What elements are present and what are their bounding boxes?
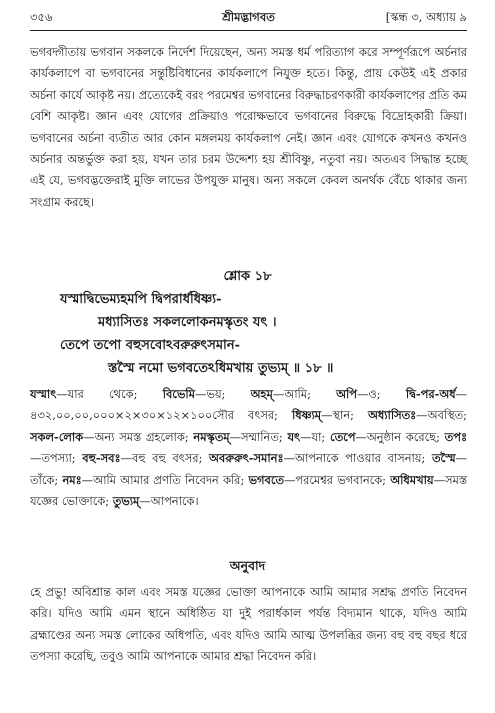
section-reference: [স্কন্ধ ৩, অধ্যায় ৯ [385, 10, 467, 24]
verse-line-3: তেপে তপো বহুসবোঽবরুরুৎসমান- [60, 338, 240, 353]
synonym-meaning: বহু বহু বৎসর; [131, 451, 203, 466]
synonym-meaning: ও; [368, 387, 381, 401]
page-number: ৩৫৬ [30, 10, 53, 24]
synonym-word: যস্মাৎ [30, 387, 57, 401]
synonym-word: ভগবতে [248, 472, 284, 487]
synonym-word: বিভেমি [162, 387, 195, 401]
synonym-word: যৎ [287, 429, 301, 444]
sanskrit-verse [60, 288, 455, 380]
verse-line-1: যস্মাদ্বিভেম্যহমপি দ্বিপরার্ধধিষ্ণ্য- [60, 292, 222, 307]
translation-paragraph: হে প্রভু! অবিশ্রান্ত কাল এবং সমস্ত যজ্ঞের ভোক্তা আপনাকে আমি আমার সশ্রদ্ধ প্রণতি নিবেদন করি। যদিও আমি এমন স্থানে অধিষ্ঠিত যা দুই পরার্ধকাল পর্যন্ত বিদ্যমান থাকে, যদিও আমি ব্রহ্মাণ্ডের অন্য সমস্ত লোকের অধিপতি, এবং যদিও আমি আত্ম উপলব্ধির জন্য বহু বহু বছর ধরে তপস্যা করেছি, তবুও আমি আপনাকে আমার শ্রদ্ধা নিবেদন করি। [30, 585, 467, 664]
synonym-word: ধিষ্ণ্যম্ [291, 408, 322, 423]
synonym-meaning: ৪৩২,০০,০০,০০০×২×৩০×১২×১০০সৌর বৎসর; [30, 408, 278, 423]
synonym-word: তপঃ [444, 429, 468, 444]
synonym-word: অধিমখায় [390, 472, 434, 487]
verse-label: শ্লোক ১৮ [223, 269, 272, 284]
header-rule [30, 30, 467, 31]
synonym-word: অবরুরুৎ-সমানঃ [209, 451, 284, 466]
synonym-word: অধ্যাসিতঃ [367, 408, 417, 423]
synonym-word: নমস্কৃতম্ [193, 429, 230, 444]
synonym-meaning: আপনাকে পাওয়ার বাসনায়; [294, 451, 426, 466]
synonym-word: নমঃ [62, 472, 82, 487]
synonym-word: তুভ্যম্ [112, 494, 140, 509]
synonym-meaning: পরমেশ্বর ভগবানকে; [295, 472, 387, 487]
synonym-word: অপি [336, 387, 358, 401]
book-title: শ্রীমদ্ভাগবত [222, 10, 275, 24]
synonym-word: তেপে [329, 429, 356, 444]
synonym-meaning: ভয়; [206, 387, 226, 401]
synonym-meaning: আপনাকে। [150, 494, 199, 509]
synonym-meaning: সমস্ত যজ্ঞের ভোক্তাকে; [30, 472, 468, 509]
synonym-meaning: অনুষ্ঠান করেছে; [366, 429, 440, 444]
purport-paragraph: ভগবদ্গীতায় ভগবান সকলকে নির্দেশ দিয়েছেন, অন্য সমস্ত ধর্ম পরিত্যাগ করে সম্পূর্ণরূপে অর্চনার কার্যকলাপে বা ভগবানের সন্তুষ্টিবিধানের কার্যকলাপে নিযুক্ত হতে। কিন্তু, প্রায় কেউই এই প্রকার অর্চনা কার্যে আকৃষ্ট নয়। প্রত্যেকেই বরং পরমেশ্বর ভগবানের বিরুদ্ধাচরণকারী কার্যকলাপের প্রতি কম বেশি আকৃষ্ট। জ্ঞান এবং যোগের প্রক্রিয়াও পরোক্ষভাবে ভগবানের বিরুদ্ধে বিদ্রোহকারী ক্রিয়া। ভগবানের অর্চনা ব্যতীত আর কোন মঙ্গলময় কার্যকলাপ নেই। জ্ঞান এবং যোগকে কখনও কখনও অর্চনার অন্তর্ভুক্ত করা হয়, যখন তার চরম উদ্দেশ্য হয় শ্রীবিষ্ণু, নতুবা নয়। অতএব সিদ্ধান্ত হচ্ছে এই যে, ভগবদ্ভক্তেরাই মুক্তি লাভের উপযুক্ত মানুষ। অন্য সকলে কেবল অনর্থক বেঁচে থাকার জন্য সংগ্রাম করছে। [30, 45, 467, 209]
translation-heading: অনুবাদ [229, 558, 266, 573]
synonym-meaning: তাঁকে; [30, 472, 59, 487]
synonym-word: সকল-লোক [30, 429, 84, 444]
synonym-word: দ্বি-পর-অর্ধ [405, 387, 456, 401]
synonym-word: তস্মৈ [431, 451, 456, 466]
synonym-meaning: স্থান; [332, 408, 354, 423]
verse-line-2: মধ্যাসিতঃ সকললোকনমস্কৃতং যৎ । [98, 315, 277, 330]
synonym-meaning: সম্মানিত; [241, 429, 283, 444]
synonym-meaning: আমি আমার প্রণতি নিবেদন করি; [93, 472, 245, 487]
synonym-meaning: যা; [311, 429, 326, 444]
synonyms-paragraph: যস্মাৎ—যার থেকে; বিভেমি—ভয়; অহম্—আমি; অপি—ও; দ্বি-পর-অর্ধ—৪৩২,০০,০০,০০০×২×৩০×১২×১০০সৌর বৎসর; ধিষ্ণ্যম্—স্থান; অধ্যাসিতঃ—অবস্থিত; সকল-লোক—অন্য সমস্ত গ্রহলোক; নমস্কৃতম্—সম্মানিত; যৎ—যা; তেপে—অনুষ্ঠান করেছে; তপঃ—তপস্যা; বহু-সবঃ—বহু বহু বৎসর; অবরুরুৎ-সমানঃ—আপনাকে পাওয়ার বাসনায়; তস্মৈ—তাঁকে; নমঃ—আমি আমার প্রণতি নিবেদন করি; ভগবতে—পরমেশ্বর ভগবানকে; অধিমখায়—সমস্ত যজ্ঞের ভোক্তাকে; তুভ্যম্—আপনাকে। [30, 387, 468, 509]
synonym-meaning: অন্য সমস্ত গ্রহলোক; [94, 429, 189, 444]
synonym-meaning: তপস্যা; [41, 451, 76, 466]
synonym-meaning: অবস্থিত; [427, 408, 468, 423]
verse-line-4: স্তস্মৈ নমো ভগবতেঽধিমখায় তুভ্যম্ ॥ ১৮ ॥ [108, 361, 334, 376]
synonym-word: বহু-সবঃ [82, 451, 121, 466]
synonym-meaning: আমি; [284, 387, 311, 401]
page-header [30, 0, 467, 30]
synonym-word: অহম্ [250, 387, 273, 401]
synonym-meaning: যার থেকে; [67, 387, 138, 401]
